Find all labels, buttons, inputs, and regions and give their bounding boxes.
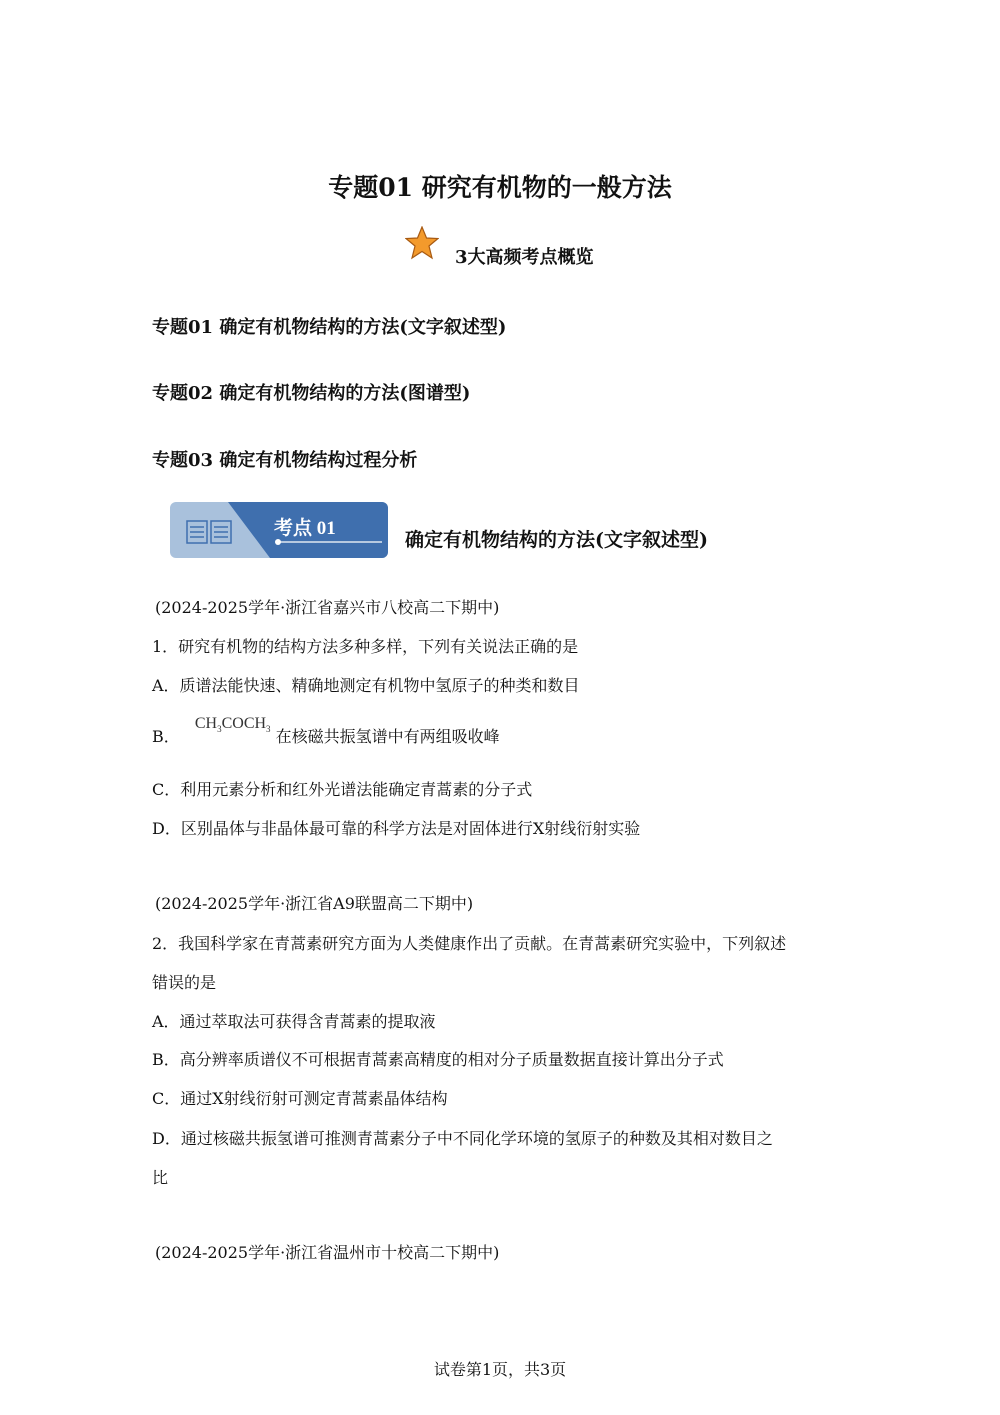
kaodian-badge: [170, 502, 388, 558]
question-1-option-a: A．质谱法能快速、精确地测定有机物中氢原子的种类和数目: [152, 676, 580, 695]
kaodian-heading: 确定有机物结构的方法(文字叙述型): [405, 529, 708, 551]
chemical-formula: $CH_3COCH_3$: [194, 715, 271, 735]
question-1-stem: 1．研究有机物的结构方法多种多样，下列有关说法正确的是: [152, 637, 579, 656]
topic-3: 专题03 确定有机物结构过程分析: [152, 450, 418, 471]
question-1-option-b: [152, 715, 500, 748]
question-2-source: (2024-2025学年·浙江省A9联盟高二下期中): [155, 894, 474, 913]
option-b-prefix: B．: [152, 727, 180, 746]
question-2-stem-line2: 错误的是: [152, 973, 217, 992]
question-2-option-c: C．通过X射线衍射可测定青蒿素晶体结构: [152, 1089, 448, 1108]
question-2-stem-line1: 2．我国科学家在青蒿素研究方面为人类健康作出了贡献。在青蒿素研究实验中，下列叙述: [152, 934, 787, 953]
page-title: 专题01 研究有机物的一般方法: [328, 173, 672, 202]
overview-label: 3大高频考点概览: [455, 247, 594, 268]
question-2-option-a: A．通过萃取法可获得含青蒿素的提取液: [152, 1012, 436, 1031]
question-1-source: (2024-2025学年·浙江省嘉兴市八校高二下期中): [155, 598, 500, 617]
star-icon: [405, 226, 439, 260]
question-3-source: (2024-2025学年·浙江省温州市十校高二下期中): [155, 1243, 500, 1262]
option-b-text: 在核磁共振氢谱中有两组吸收峰: [275, 727, 500, 746]
topic-2: 专题02 确定有机物结构的方法(图谱型): [152, 383, 471, 404]
question-2-option-b: B．高分辨率质谱仪不可根据青蒿素高精度的相对分子质量数据直接计算出分子式: [152, 1050, 724, 1069]
question-1-option-d: D．区别晶体与非晶体最可靠的科学方法是对固体进行X射线衍射实验: [152, 819, 641, 838]
question-2-option-d-line1: D．通过核磁共振氢谱可推测青蒿素分子中不同化学环境的氢原子的种数及其相对数目之: [152, 1129, 773, 1148]
page-footer: 试卷第1页，共3页: [433, 1360, 567, 1379]
topic-1: 专题01 确定有机物结构的方法(文字叙述型): [152, 317, 507, 338]
question-2-option-d-line2: 比: [152, 1168, 169, 1187]
question-1-option-c: C．利用元素分析和红外光谱法能确定青蒿素的分子式: [152, 780, 533, 799]
kaodian-badge-label: 考点 01: [274, 518, 336, 539]
